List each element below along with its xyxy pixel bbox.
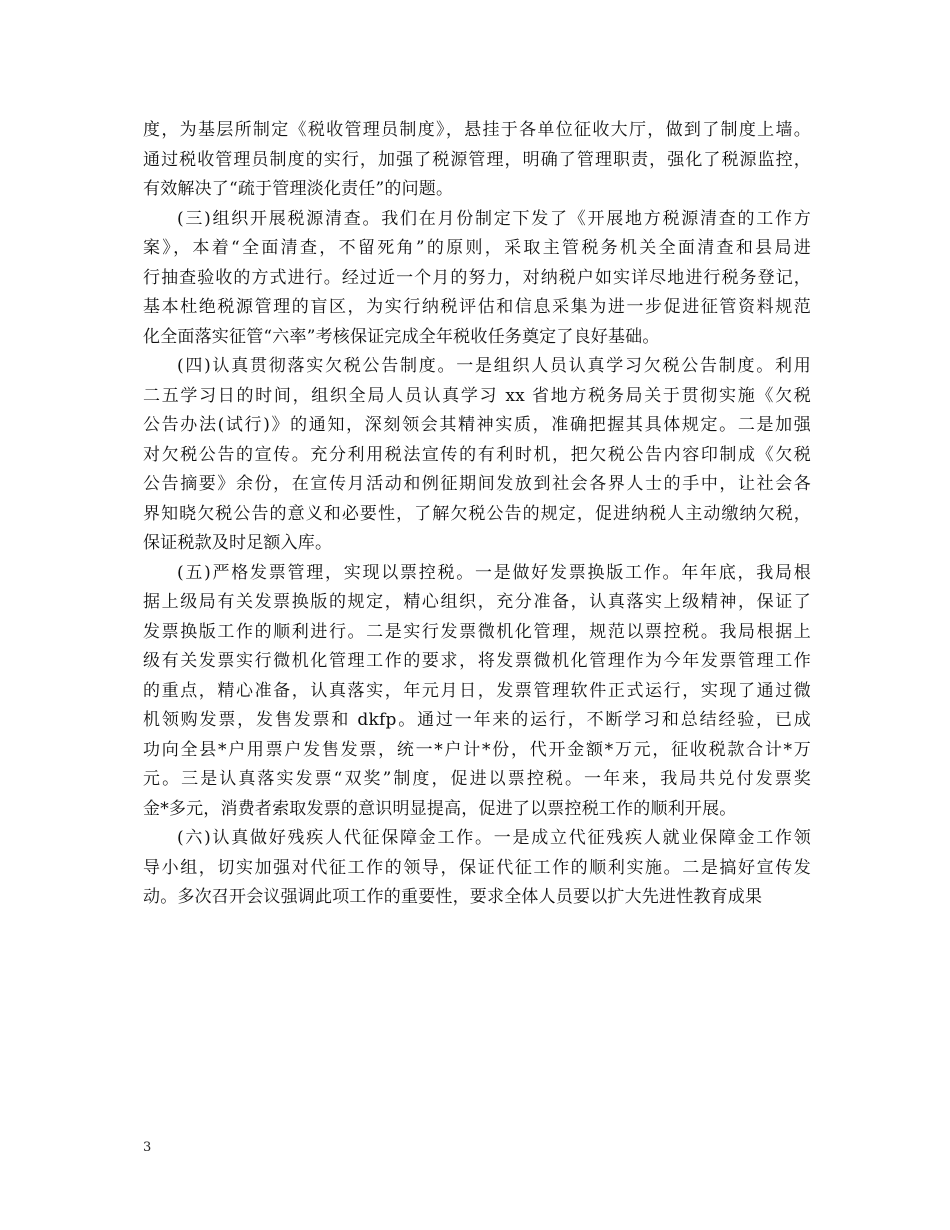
text-line: 导小组，切实加强对代征工作的领导，保证代征工作的顺利实施。二是搞好宣传发 <box>143 857 811 878</box>
body-text <box>143 116 811 913</box>
text-line: 对欠税公告的宣传。充分利用税法宣传的有利时机，把欠税公告内容印制成《欠税 <box>143 444 811 465</box>
text-line: (四)认真贯彻落实欠税公告制度。一是组织人员认真学习欠税公告制度。利用 <box>177 356 811 376</box>
text-line: 化全面落实征管“六率”考核保证完成全年税收任务奠定了良好基础。 <box>143 326 660 347</box>
text-line: 发票换版工作的顺利进行。二是实行发票微机化管理，规范以票控税。我局根据上 <box>143 621 811 642</box>
text-line: 机领购发票，发售发票和 dkfp。通过一年来的运行，不断学习和总结经验，已成 <box>143 710 811 730</box>
text-line: 案》，本着“全面清查，不留死角”的原则，采取主管税务机关全面清查和县局进 <box>143 238 811 258</box>
text-line: 基本杜绝税源管理的盲区，为实行纳税评估和信息采集为进一步促进征管资料规范 <box>143 297 811 317</box>
text-line: 动。多次召开会议强调此项工作的重要性，要求全体人员要以扩大先进性教育成果 <box>143 887 763 907</box>
text-line: 保证税款及时足额入库。 <box>143 533 333 553</box>
text-line: 元。三是认真落实发票“双奖”制度，促进以票控税。一年来，我局共兑付发票奖 <box>143 769 811 789</box>
text-line: 有效解决了“疏于管理淡化责任”的问题。 <box>143 179 454 199</box>
text-line: 的重点，精心准备，认真落实，年元月日，发票管理软件正式运行，实现了通过微 <box>143 680 811 701</box>
text-line: (三)组织开展税源清查。我们在月份制定下发了《开展地方税源清查的工作方 <box>177 208 811 229</box>
text-line: 公告办法(试行)》的通知，深刻领会其精神实质，准确把握其具体规定。二是加强 <box>143 415 811 435</box>
page-number: 3 <box>143 1140 152 1155</box>
text-line: 二五学习日的时间，组织全局人员认真学习 xx 省地方税务局关于贯彻实施《欠税 <box>143 385 811 406</box>
text-line: 通过税收管理员制度的实行，加强了税源管理，明确了管理职责，强化了税源监控， <box>143 149 811 170</box>
text-line: (六)认真做好残疾人代征保障金工作。一是成立代征残疾人就业保障金工作领 <box>177 828 811 848</box>
text-line: 级有关发票实行微机化管理工作的要求，将发票微机化管理作为今年发票管理工作 <box>143 651 811 671</box>
text-line: 界知晓欠税公告的意义和必要性，了解欠税公告的规定，促进纳税人主动缴纳欠税， <box>143 503 811 524</box>
text-line: (五)严格发票管理，实现以票控税。一是做好发票换版工作。年年底，我局根 <box>177 562 811 583</box>
text-line: 据上级局有关发票换版的规定，精心组织，充分准备，认真落实上级精神，保证了 <box>143 592 811 612</box>
text-line: 行抽查验收的方式进行。经过近一个月的努力，对纳税户如实详尽地进行税务登记， <box>143 267 811 288</box>
text-line: 度，为基层所制定《税收管理员制度》，悬挂于各单位征收大厅，做到了制度上墙。 <box>143 120 811 140</box>
text-line: 公告摘要》余份，在宣传月活动和例征期间发放到社会各界人士的手中，让社会各 <box>143 474 811 494</box>
text-line: 金*多元，消费者索取发票的意识明显提高，促进了以票控税工作的顺利开展。 <box>143 798 737 819</box>
text-line: 功向全县*户用票户发售发票，统一*户计*份，代开金额*万元，征收税款合计*万 <box>143 739 811 760</box>
